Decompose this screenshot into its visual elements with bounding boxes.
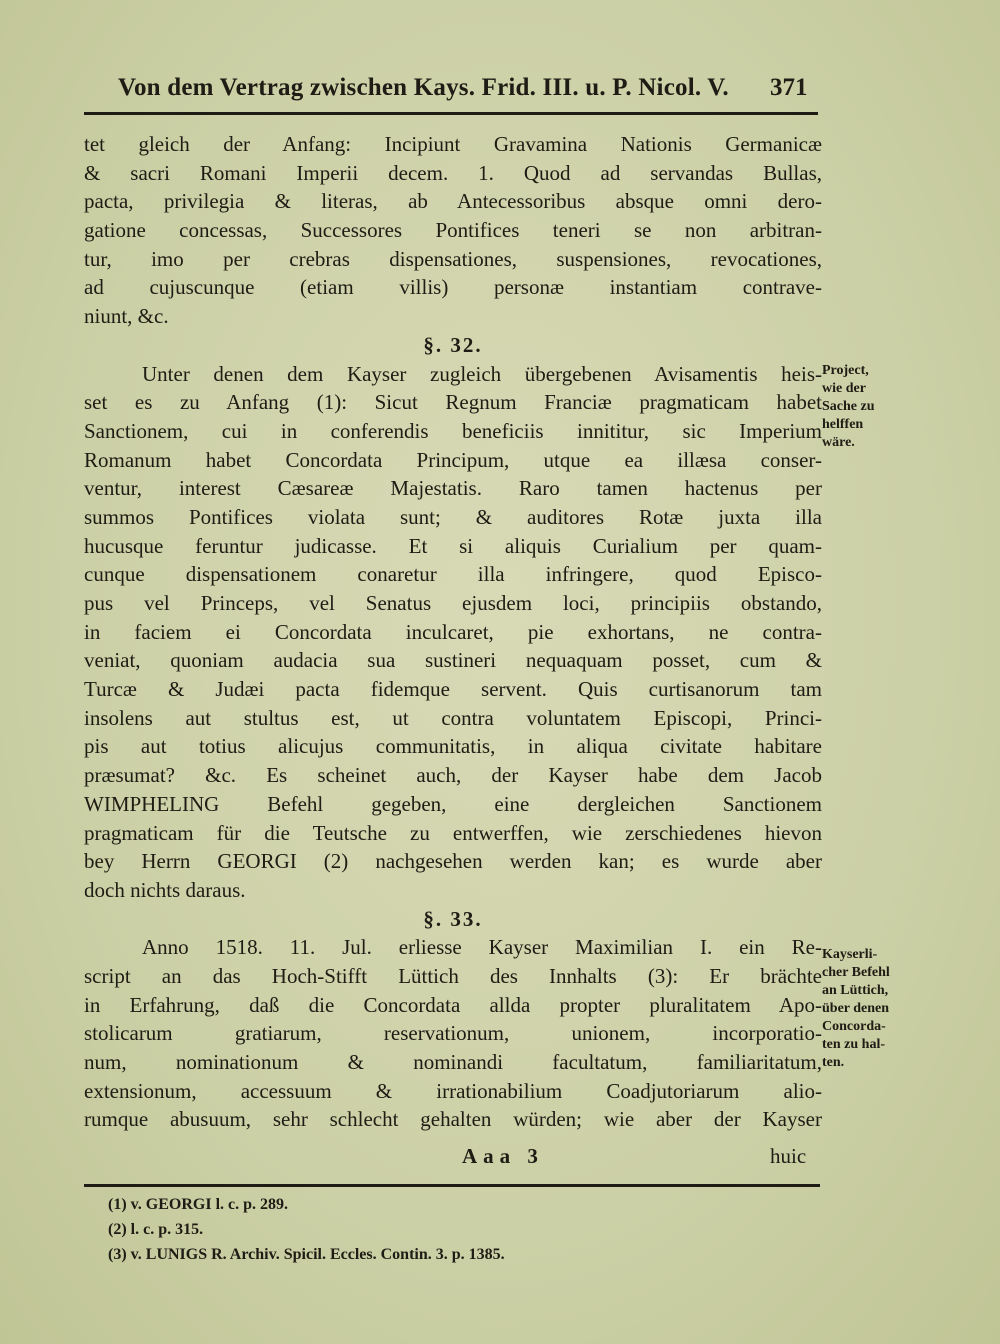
margin-note-line: Sache zu bbox=[822, 399, 875, 414]
margin-note-line: cher Befehl bbox=[822, 965, 890, 980]
footnote: (2) l. c. p. 315. bbox=[108, 1221, 204, 1238]
margin-note-line: helffen bbox=[822, 417, 864, 432]
text-line: script an das Hoch-Stifft Lüttich des Innhalts (3): Er brächte bbox=[84, 963, 822, 988]
text-line: in faciem ei Concordata inculcaret, pie exhortans, ne contra- bbox=[84, 619, 822, 644]
text-line: set es zu Anfang (1): Sicut Regnum Franciæ pragmaticam habet bbox=[84, 390, 822, 415]
text-line: hucusque feruntur judicasse. Et si aliquis Curialium per quam- bbox=[84, 533, 822, 558]
text-line: veniat, quoniam audacia sua sustineri nequaquam posset, cum & bbox=[84, 648, 822, 673]
text-line: & sacri Romani Imperii decem. 1. Quod ad servandas Bullas, bbox=[84, 160, 822, 185]
margin-note-line: Concorda- bbox=[822, 1019, 886, 1034]
margin-note-line: wäre. bbox=[822, 435, 855, 450]
margin-note-line: Project, bbox=[822, 363, 869, 378]
text-line: gatione concessas, Successores Pontifices teneri se non arbitran- bbox=[84, 218, 822, 243]
text-line: doch nichts daraus. bbox=[84, 877, 246, 902]
margin-note-line: wie der bbox=[822, 381, 866, 396]
page-number: 371 bbox=[770, 74, 808, 101]
text-line: tur, imo per crebras dispensationes, suspensiones, revocationes, bbox=[84, 246, 822, 271]
text-line: extensionum, accessuum & irrationabilium Coadjutoriarum alio- bbox=[84, 1078, 822, 1103]
text-line: in Erfahrung, daß die Concordata allda propter pluralitatem Apo- bbox=[84, 992, 822, 1017]
margin-note-line: ten zu hal- bbox=[822, 1037, 885, 1052]
text-line: stolicarum gratiarum, reservationum, unionem, incorporatio- bbox=[84, 1021, 822, 1046]
text-line: Sanctionem, cui in conferendis beneficiis innititur, sic Imperium bbox=[84, 418, 822, 443]
text-line: Turcæ & Judæi pacta fidemque servent. Quis curtisanorum tam bbox=[84, 677, 822, 702]
text-line: Romanum habet Concordata Principum, utque ea illæsa conser- bbox=[84, 447, 822, 472]
text-line: pragmaticam für die Teutsche zu entwerffen, wie zerschiedenes hievon bbox=[84, 820, 822, 845]
text-line: niunt, &c. bbox=[84, 304, 169, 329]
signature-mark: Aaa 3 bbox=[462, 1144, 544, 1168]
margin-note-line: Kayserli- bbox=[822, 947, 878, 962]
text-line: pis aut totius alicujus communitatis, in aliqua civitate habitare bbox=[84, 734, 822, 759]
text-line: pus vel Princeps, vel Senatus ejusdem loci, principiis obstando, bbox=[84, 591, 822, 615]
footnote: (1) v. GEORGI l. c. p. 289. bbox=[108, 1196, 289, 1213]
text-line: ventur, interest Cæsareæ Majestatis. Raro tamen hactenus per bbox=[84, 476, 822, 501]
footnotes bbox=[108, 1192, 808, 1267]
text-line: insolens aut stultus est, ut contra voluntatem Episcopi, Princi- bbox=[84, 705, 822, 730]
text-line: num, nominationum & nominandi facultatum, familiaritatum, bbox=[84, 1050, 822, 1074]
margin-note-line: an Lüttich, bbox=[822, 983, 889, 998]
section-heading: §. 33. bbox=[423, 906, 483, 931]
footnote: (3) v. LUNIGS R. Archiv. Spicil. Eccles. Contin. 3. p. 1385. bbox=[108, 1246, 505, 1263]
body-text bbox=[84, 130, 822, 1134]
text-line: bey Herrn GEORGI (2) nachgesehen werden kan; es wurde aber bbox=[84, 849, 822, 874]
text-line: Anno 1518. 11. Jul. erliesse Kayser Maximilian I. ein Re- bbox=[142, 935, 822, 960]
margin-note-line: über denen bbox=[822, 1001, 890, 1016]
text-line: tet gleich der Anfang: Incipiunt Gravamina Nationis Germanicæ bbox=[84, 132, 822, 156]
text-line: WIMPHELING Befehl gegeben, eine dergleichen Sanctionem bbox=[84, 791, 822, 816]
text-line: Unter denen dem Kayser zugleich übergebenen Avisamentis heis- bbox=[142, 361, 822, 386]
header-rule bbox=[84, 112, 818, 115]
text-line: ad cujuscunque (etiam villis) personæ instantiam contrave- bbox=[84, 275, 822, 300]
text-line: pacta, privilegia & literas, ab Antecessoribus absque omni dero- bbox=[84, 189, 822, 214]
text-line: summos Pontifices violata sunt; & auditores Rotæ juxta illa bbox=[84, 504, 822, 529]
text-line: rumque abusuum, sehr schlecht gehalten würden; wie aber der Kayser bbox=[84, 1107, 822, 1132]
margin-note-project bbox=[822, 362, 932, 452]
text-line: cunque dispensationem conaretur illa infringere, quod Episco- bbox=[84, 562, 822, 587]
running-head: Von dem Vertrag zwischen Kays. Frid. III. u. P. Nicol. V. bbox=[118, 74, 729, 101]
margin-note-line: ten. bbox=[822, 1055, 845, 1070]
section-heading: §. 32. bbox=[423, 332, 483, 357]
footnote-rule bbox=[84, 1184, 820, 1187]
catchword: huic bbox=[770, 1144, 807, 1168]
margin-note-befehl bbox=[822, 946, 932, 1072]
text-line: præsumat? &c. Es scheinet auch, der Kayser habe dem Jacob bbox=[84, 763, 822, 788]
